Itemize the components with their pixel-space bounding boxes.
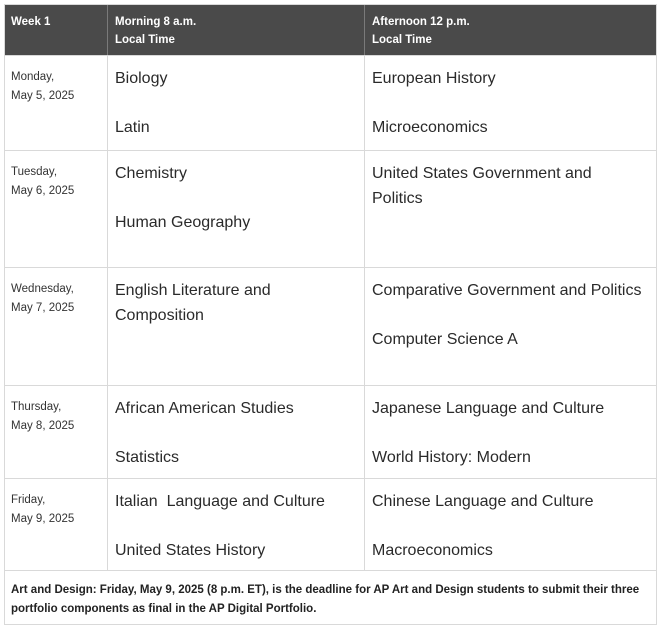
header-week-label: Week 1 — [11, 16, 51, 28]
day-date: May 8, 2025 — [11, 420, 75, 432]
day-name: Friday, — [11, 494, 46, 506]
day-date: May 5, 2025 — [11, 90, 75, 102]
header-week — [5, 5, 107, 55]
table-row-wednesday — [5, 267, 656, 385]
day-cell — [5, 151, 107, 267]
course-item: World History: Modern — [372, 449, 531, 466]
afternoon-cell — [364, 151, 656, 267]
course-item: Statistics — [115, 449, 180, 466]
afternoon-cell — [364, 479, 656, 570]
table-header — [5, 5, 656, 55]
header-afternoon-local: Local Time — [372, 34, 432, 46]
course-item: Latin — [115, 119, 150, 136]
course-item: European History — [372, 70, 496, 87]
course-item: Biology — [115, 70, 168, 87]
course-item: African American Studies — [115, 400, 294, 417]
morning-cell — [107, 56, 364, 150]
day-cell — [5, 386, 107, 478]
day-cell — [5, 479, 107, 570]
day-date: May 7, 2025 — [11, 302, 75, 314]
table-row-friday — [5, 478, 656, 570]
afternoon-cell — [364, 268, 656, 385]
course-item: Microeconomics — [372, 119, 488, 136]
header-afternoon — [364, 5, 656, 55]
day-cell — [5, 268, 107, 385]
header-morning-local: Local Time — [115, 34, 175, 46]
afternoon-cell — [364, 386, 656, 478]
table-row-monday — [5, 55, 656, 150]
course-item: Japanese Language and Culture — [372, 400, 605, 417]
course-item: Chinese Language and Culture — [372, 493, 594, 510]
day-name: Wednesday, — [11, 283, 74, 295]
table-row-thursday — [5, 385, 656, 478]
day-name: Tuesday, — [11, 166, 58, 178]
day-name: Monday, — [11, 71, 55, 83]
morning-cell — [107, 479, 364, 570]
course-item: Computer Science A — [372, 331, 518, 348]
course-item: Macroeconomics — [372, 542, 493, 559]
morning-cell — [107, 151, 364, 267]
day-date: May 6, 2025 — [11, 185, 75, 197]
course-item: United States History — [115, 542, 266, 559]
header-afternoon-time: Afternoon 12 p.m. — [372, 16, 470, 28]
course-item: Italian Language and Culture — [115, 493, 325, 510]
morning-cell — [107, 268, 364, 385]
header-morning — [107, 5, 364, 55]
course-item: Comparative Government and Politics — [372, 282, 642, 299]
table-row-tuesday — [5, 150, 656, 267]
day-name: Thursday, — [11, 401, 62, 413]
morning-cell — [107, 386, 364, 478]
exam-schedule-table — [4, 4, 657, 625]
header-morning-time: Morning 8 a.m. — [115, 16, 197, 28]
day-cell — [5, 56, 107, 150]
course-item: United States Government and Politics — [372, 165, 592, 207]
note-text: Art and Design: Friday, May 9, 2025 (8 p.m. ET), is the deadline for AP Art and Design students to submit their three portfolio components as final in the AP Digital Portfolio. — [11, 584, 640, 615]
day-date: May 9, 2025 — [11, 513, 75, 525]
course-item: Chemistry — [115, 165, 188, 182]
art-design-note — [5, 570, 656, 624]
course-item: English Literature and Composition — [115, 282, 271, 324]
afternoon-cell — [364, 56, 656, 150]
course-item: Human Geography — [115, 214, 251, 231]
